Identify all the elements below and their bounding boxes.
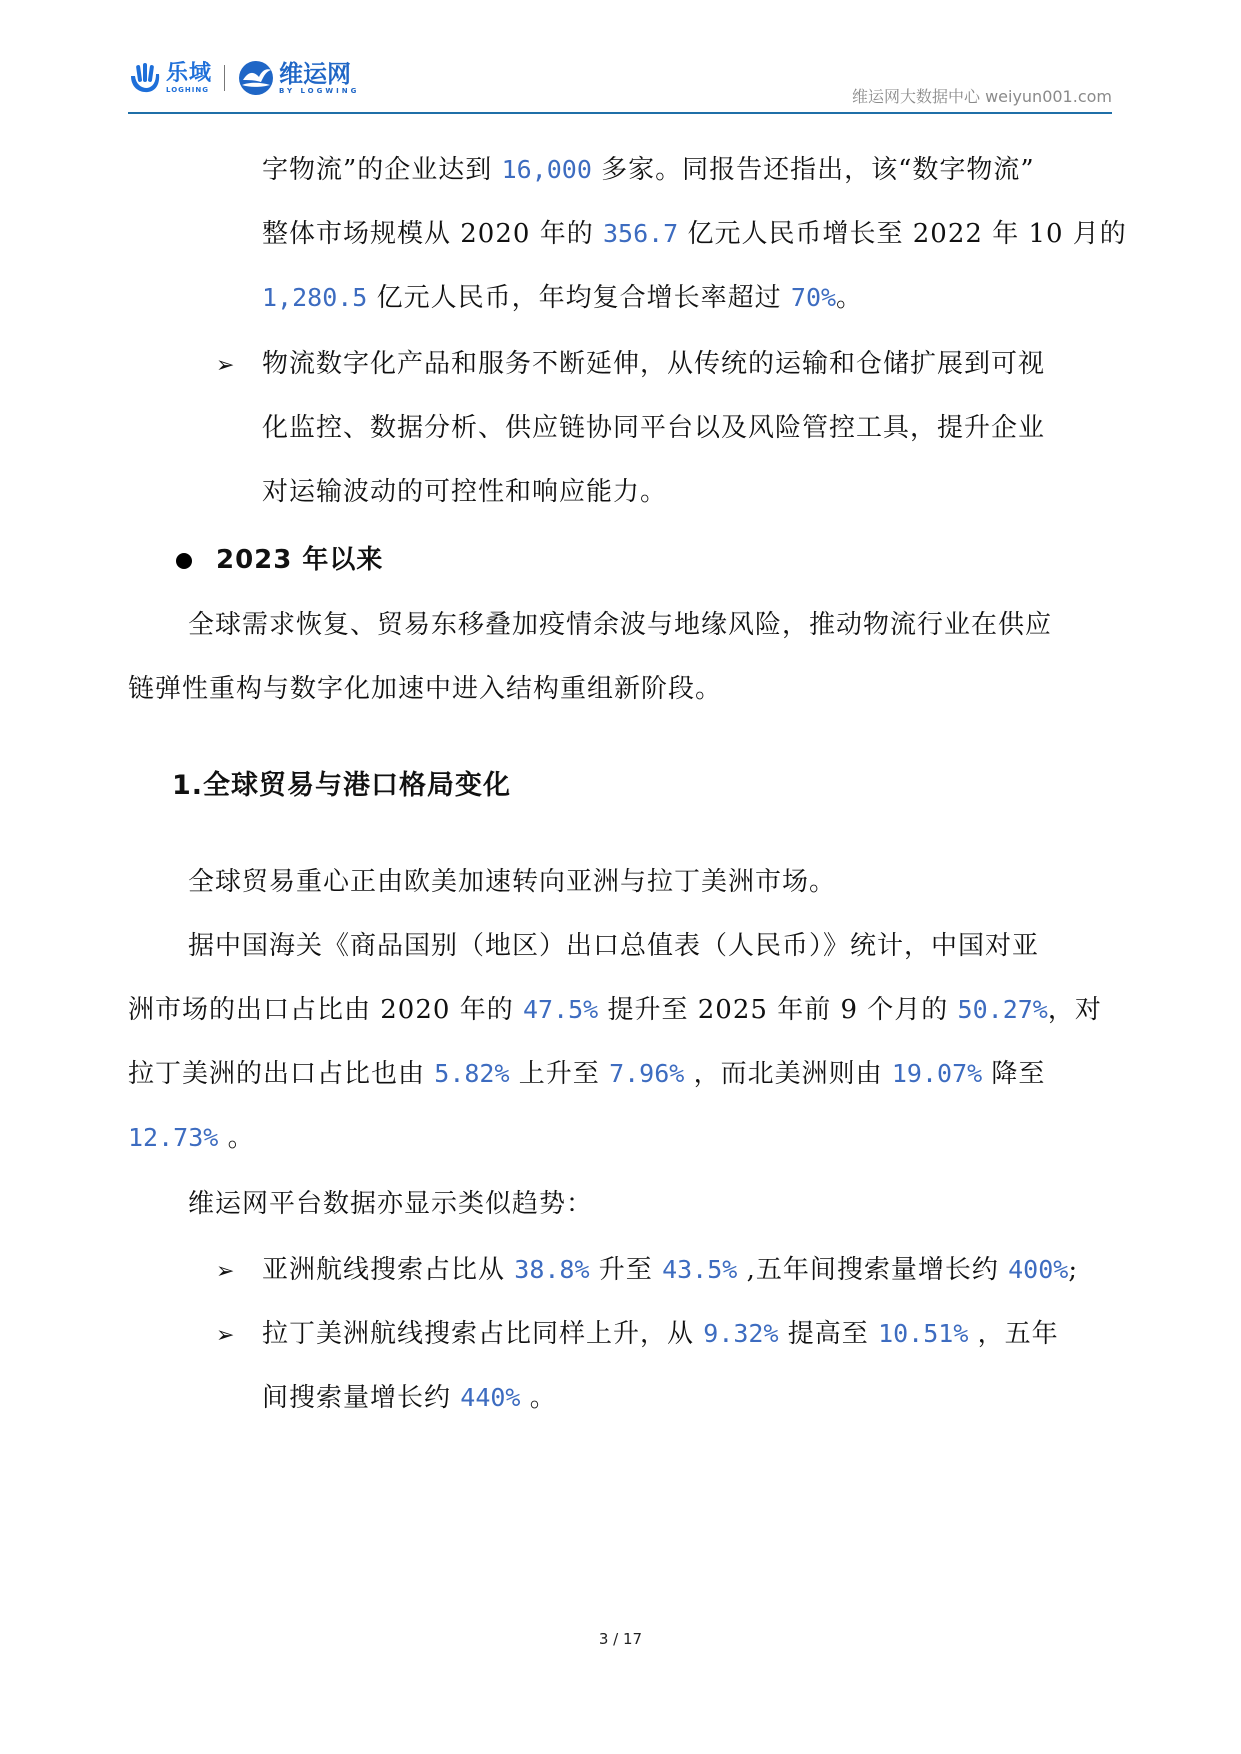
highlight-number: 38.8%: [514, 1255, 590, 1284]
loghing-logo: [128, 62, 212, 94]
weiyun-logo-en: BY LOGWING: [279, 86, 360, 95]
bullet-line: 亚洲航线搜索占比从 38.8% 升至 43.5% ,五年间搜索量增长约 400%;: [262, 1255, 1079, 1285]
bullet-line: 对运输波动的可控性和响应能力。: [262, 477, 668, 507]
bullet-line: 化监控、数据分析、供应链协同平台以及风险管控工具，提升企业: [262, 413, 1046, 443]
highlight-number: 50.27%: [957, 995, 1048, 1024]
paragraph-line: 拉丁美洲的出口占比也由 5.82% 上升至 7.96% ，而北美洲则由 19.07% 降至: [128, 1059, 1046, 1089]
paragraph-line: 洲市场的出口占比由 2020 年的 47.5% 提升至 2025 年前 9 个月的 50.27%，对: [128, 995, 1102, 1025]
highlight-number: 400%: [1008, 1255, 1069, 1284]
header-site-label: 维运网大数据中心 weiyun001.com: [851, 87, 1112, 106]
highlight-number: 12.73%: [128, 1123, 219, 1152]
highlight-number: 19.07%: [891, 1059, 983, 1088]
loghing-logo-cn: 乐域: [166, 60, 213, 86]
header-divider: [128, 112, 1112, 114]
paragraph-line: 链弹性重构与数字化加速中进入结构重组新阶段。: [128, 674, 723, 704]
arrow-bullet-icon: ➢: [216, 353, 235, 378]
highlight-number: 1,280.5: [262, 283, 368, 312]
weiyun-bird-icon: [237, 60, 275, 96]
hand-wave-icon: [128, 62, 162, 94]
highlight-number: 9.32%: [703, 1319, 779, 1348]
paragraph-line: 字物流”的企业达到 16,000 多家。同报告还指出，该“数字物流”: [262, 155, 1035, 185]
page-header: [128, 54, 1112, 112]
page-number: 3 / 17: [598, 1630, 643, 1648]
highlight-number: 16,000: [501, 155, 592, 184]
section-title: 1.全球贸易与港口格局变化: [172, 770, 512, 801]
highlight-number: 47.5%: [522, 995, 599, 1024]
highlight-number: 7.96%: [609, 1059, 685, 1088]
logo-divider: [224, 65, 225, 91]
highlight-number: 43.5%: [662, 1255, 738, 1284]
paragraph-line: 整体市场规模从 2020 年的 356.7 亿元人民币增长至 2022 年 10 月的: [262, 219, 1127, 249]
paragraph-line: 12.73% 。: [128, 1123, 255, 1153]
bullet-line: 物流数字化产品和服务不断延伸，从传统的运输和仓储扩展到可视: [262, 349, 1046, 379]
paragraph-line: 据中国海关《商品国别（地区）出口总值表（人民币）》统计，中国对亚: [188, 931, 1040, 961]
highlight-number: 10.51%: [878, 1319, 969, 1348]
logo-group: [128, 60, 359, 96]
highlight-number: 356.7: [602, 219, 679, 248]
highlight-number: 5.82%: [434, 1059, 510, 1088]
paragraph-line: 1,280.5 亿元人民币，年均复合增长率超过 70%。: [262, 283, 864, 313]
paragraph-line: 全球贸易重心正由欧美加速转向亚洲与拉丁美洲市场。: [188, 867, 837, 897]
weiyun-logo: [237, 60, 359, 96]
highlight-number: 440%: [460, 1383, 521, 1412]
paragraph-line: 维运网平台数据亦显示类似趋势：: [188, 1189, 594, 1219]
highlight-number: 70%: [790, 283, 837, 312]
subheading-2023: 2023 年以来: [216, 545, 384, 575]
bullet-line: 间搜索量增长约 440% 。: [262, 1383, 557, 1413]
paragraph-line: 全球需求恢复、贸易东移叠加疫情余波与地缘风险，推动物流行业在供应: [188, 610, 1053, 640]
weiyun-logo-cn: 维运网: [279, 59, 352, 88]
loghing-logo-en: LOGHING: [166, 85, 209, 94]
arrow-bullet-icon: ➢: [216, 1259, 235, 1284]
bullet-line: 拉丁美洲航线搜索占比同样上升，从 9.32% 提高至 10.51% ，五年: [262, 1319, 1059, 1349]
dot-bullet-icon: [176, 553, 192, 569]
arrow-bullet-icon: ➢: [216, 1323, 235, 1348]
